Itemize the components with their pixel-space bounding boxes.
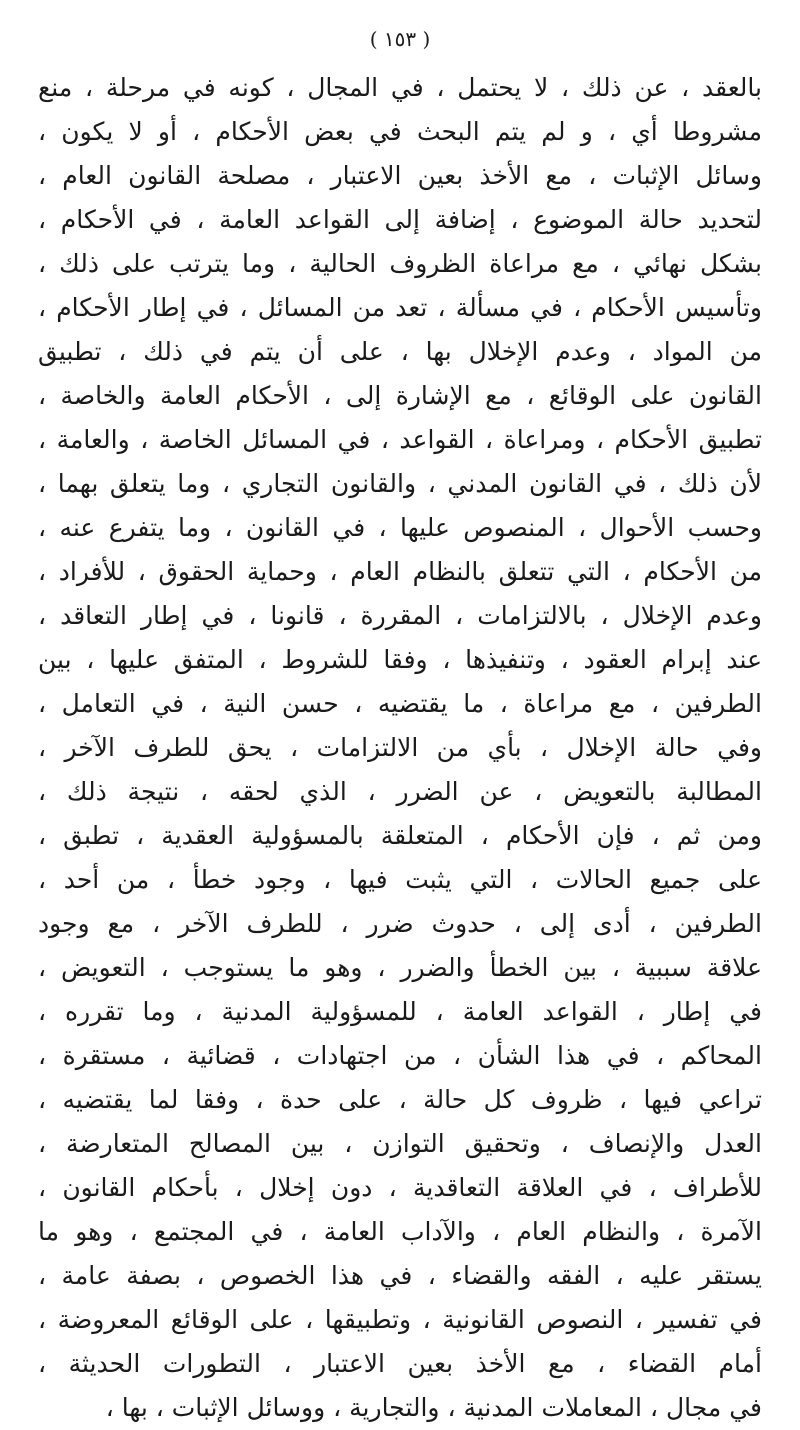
- text-line: المطالبة بالتعويض ، عن الضرر ، الذي لحقه ، نتيجة ذلك ،: [38, 777, 762, 806]
- text-line: أمام القضاء ، مع الأخذ بعين الاعتبار ، التطورات الحديثة ،: [38, 1349, 762, 1378]
- text-line: وعدم الإخلال ، بالالتزامات ، المقررة ، قانونا ، في إطار التعاقد ،: [38, 601, 762, 630]
- text-line: وحسب الأحوال ، المنصوص عليها ، في القانون ، وما يتفرع عنه ،: [38, 513, 762, 542]
- text-line: تراعي فيها ، ظروف كل حالة ، على حدة ، وفقا لما يقتضيه ،: [38, 1085, 762, 1114]
- text-line: العدل والإنصاف ، وتحقيق التوازن ، بين المصالح المتعارضة ،: [38, 1129, 762, 1158]
- text-line: في تفسير ، النصوص القانونية ، وتطبيقها ، على الوقائع المعروضة ،: [38, 1305, 762, 1334]
- text-line: وسائل الإثبات ، مع الأخذ بعين الاعتبار ، مصلحة القانون العام ،: [38, 161, 762, 190]
- text-line: لتحديد حالة الموضوع ، إضافة إلى القواعد العامة ، في الأحكام ،: [38, 205, 762, 234]
- text-line: من المواد ، وعدم الإخلال بها ، على أن يتم في ذلك ، تطبيق: [38, 337, 762, 366]
- text-line: في مجال ، المعاملات المدنية ، والتجارية ، ووسائل الإثبات ، بها ،: [105, 1393, 762, 1422]
- text-line: القانون على الوقائع ، مع الإشارة إلى ، الأحكام العامة والخاصة ،: [38, 381, 762, 410]
- text-line: من الأحكام ، التي تتعلق بالنظام العام ، وحماية الحقوق ، للأفراد ،: [38, 557, 762, 586]
- text-line: وفي حالة الإخلال ، بأي من الالتزامات ، يحق للطرف الآخر ،: [38, 733, 762, 762]
- text-line: بالعقد ، عن ذلك ، لا يحتمل ، في المجال ، كونه في مرحلة ، منع: [38, 73, 762, 102]
- body-paragraph: [38, 66, 762, 1430]
- text-line: للأطراف ، في العلاقة التعاقدية ، دون إخلال ، بأحكام القانون ،: [38, 1173, 762, 1202]
- text-line: تطبيق الأحكام ، ومراعاة ، القواعد ، في المسائل الخاصة ، والعامة ،: [38, 425, 762, 454]
- text-line: علاقة سببية ، بين الخطأ والضرر ، وهو ما يستوجب ، التعويض ،: [38, 953, 762, 982]
- text-line: على جميع الحالات ، التي يثبت فيها ، وجود خطأ ، من أحد ،: [38, 865, 762, 894]
- text-line: يستقر عليه ، الفقه والقضاء ، في هذا الخصوص ، بصفة عامة ،: [38, 1261, 762, 1290]
- text-line: الطرفين ، أدى إلى ، حدوث ضرر ، للطرف الآخر ، مع وجود: [38, 909, 762, 938]
- text-line: الآمرة ، والنظام العام ، والآداب العامة ، في المجتمع ، وهو ما: [38, 1217, 762, 1246]
- text-line: عند إبرام العقود ، وتنفيذها ، وفقا للشروط ، المتفق عليها ، بين: [38, 645, 762, 674]
- text-line: لأن ذلك ، في القانون المدني ، والقانون التجاري ، وما يتعلق بهما ،: [38, 469, 762, 498]
- text-line: الطرفين ، مع مراعاة ، ما يقتضيه ، حسن النية ، في التعامل ،: [38, 689, 762, 718]
- text-line: بشكل نهائي ، مع مراعاة الظروف الحالية ، وما يترتب على ذلك ،: [38, 249, 762, 278]
- page-number: ( ١٥٣ ): [369, 27, 431, 51]
- text-line: المحاكم ، في هذا الشأن ، من اجتهادات ، قضائية ، مستقرة ،: [38, 1041, 762, 1070]
- text-line: ومن ثم ، فإن الأحكام ، المتعلقة بالمسؤولية العقدية ، تطبق ،: [38, 821, 762, 850]
- text-line: في إطار ، القواعد العامة ، للمسؤولية المدنية ، وما تقرره ،: [38, 997, 762, 1026]
- text-line: وتأسيس الأحكام ، في مسألة ، تعد من المسائل ، في إطار الأحكام ،: [38, 293, 762, 322]
- text-line: مشروطا أي ، و لم يتم البحث في بعض الأحكام ، أو لا يكون ،: [38, 117, 762, 146]
